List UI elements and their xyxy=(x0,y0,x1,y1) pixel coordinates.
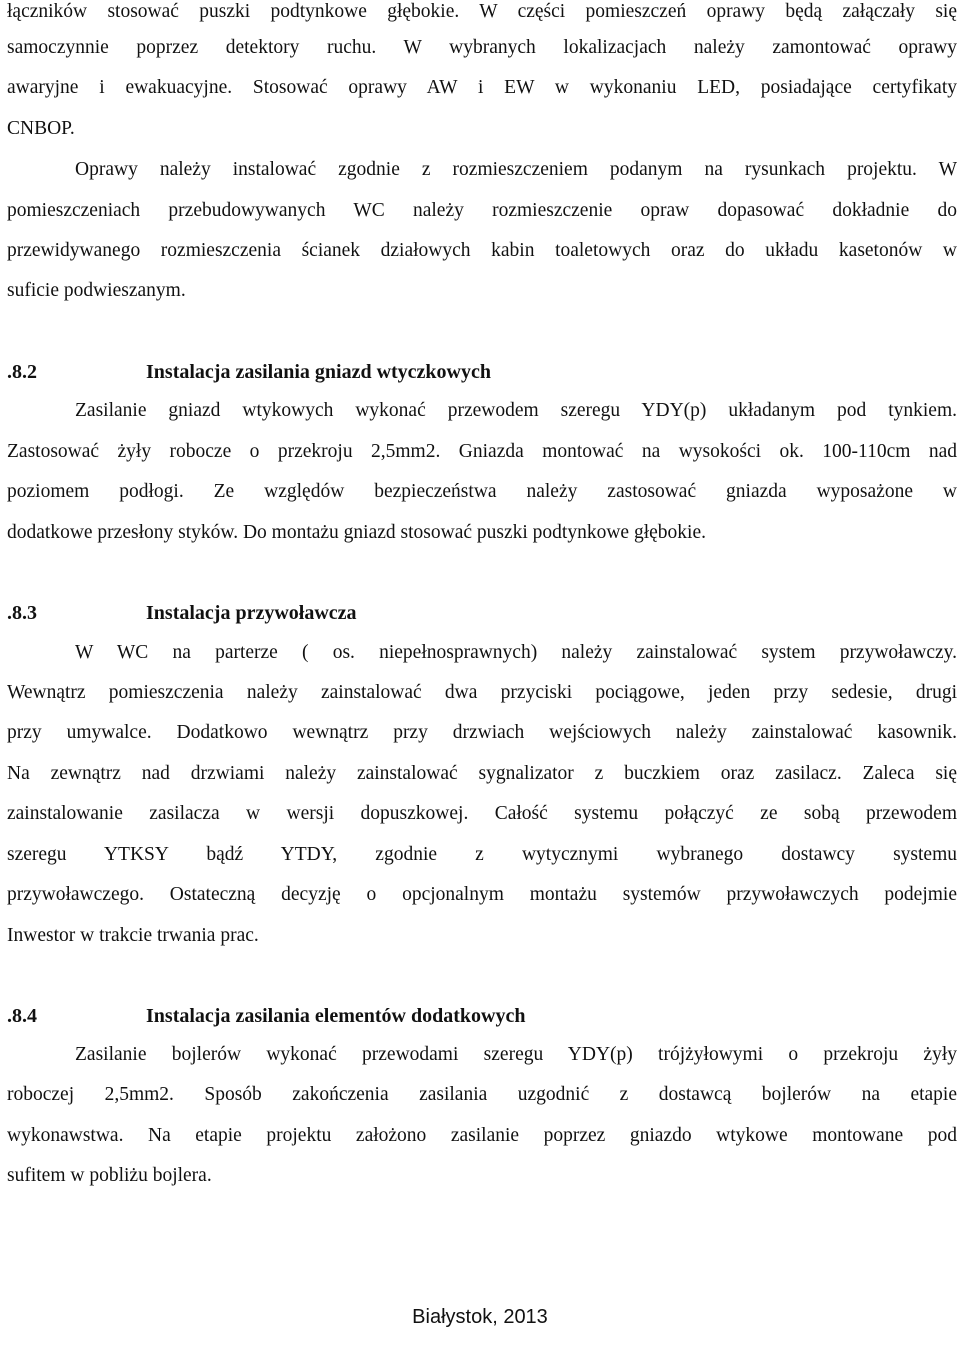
section-line: dodatkowe przesłony styków. Do montażu gniazd stosować puszki podtynkowe głębokie. xyxy=(7,522,706,543)
section-heading xyxy=(7,601,357,625)
section-line: Inwestor w trakcie trwania prac. xyxy=(7,925,259,946)
section-line: zainstalowanie zasilacza w wersji dopuszkowej. Całość systemu połączyć ze sobą przewodem xyxy=(7,803,957,824)
intro-line: suficie podwieszanym. xyxy=(7,280,186,301)
section-number: .8.4 xyxy=(7,1005,37,1027)
section-line: Na zewnątrz nad drzwiami należy zainstalować sygnalizator z buczkiem oraz zasilacz. Zaleca się xyxy=(7,763,957,784)
section-number: .8.2 xyxy=(7,361,37,383)
section-title: Instalacja przywoławcza xyxy=(146,602,357,624)
section-line: roboczej 2,5mm2. Sposób zakończenia zasilania uzgodnić z dostawcą bojlerów na etapie xyxy=(7,1084,957,1105)
intro-line: łączników stosować puszki podtynkowe głębokie. W części pomieszczeń oprawy będą załączały się xyxy=(7,1,957,22)
section-line: Zasilanie gniazd wtykowych wykonać przewodem szeregu YDY(p) układanym pod tynkiem. xyxy=(75,400,957,421)
intro-line: pomieszczeniach przebudowywanych WC należy rozmieszczenie opraw dopasować dokładnie do xyxy=(7,200,957,221)
intro-line: samoczynnie poprzez detektory ruchu. W wybranych lokalizacjach należy zamontować oprawy xyxy=(7,37,957,58)
section-line: poziomem podłogi. Ze względów bezpieczeństwa należy zastosować gniazda wyposażone w xyxy=(7,481,957,502)
section-heading xyxy=(7,1004,525,1028)
section-line: wykonawstwa. Na etapie projektu założono zasilanie poprzez gniazdo wtykowe montowane pod xyxy=(7,1125,957,1146)
intro-line: awaryjne i ewakuacyjne. Stosować oprawy AW i EW w wykonaniu LED, posiadające certyfikaty xyxy=(7,77,957,98)
section-title: Instalacja zasilania elementów dodatkowych xyxy=(146,1005,526,1027)
page-footer: Białystok, 2013 xyxy=(412,1306,548,1328)
section-heading xyxy=(7,360,491,384)
intro-line: przewidywanego rozmieszczenia ścianek działowych kabin toaletowych oraz do układu kasetonów w xyxy=(7,240,957,261)
intro-line: CNBOP. xyxy=(7,118,75,139)
section-line: szeregu YTKSY bądź YTDY, zgodnie z wytycznymi wybranego dostawcy systemu xyxy=(7,844,957,865)
section-line: Wewnątrz pomieszczenia należy zainstalować dwa przyciski pociągowe, jeden przy sedesie, drugi xyxy=(7,682,957,703)
section-line: W WC na parterze ( os. niepełnosprawnych) należy zainstalować system przywoławczy. xyxy=(75,642,957,663)
section-title: Instalacja zasilania gniazd wtyczkowych xyxy=(146,361,491,383)
section-line: przywoławczego. Ostateczną decyzję o opcjonalnym montażu systemów przywoławczych podejmie xyxy=(7,884,957,905)
section-number: .8.3 xyxy=(7,602,37,624)
section-line: Zasilanie bojlerów wykonać przewodami szeregu YDY(p) trójżyłowymi o przekroju żyły xyxy=(75,1044,957,1065)
intro-line: Oprawy należy instalować zgodnie z rozmieszczeniem podanym na rysunkach projektu. W xyxy=(75,159,957,180)
section-line: Zastosować żyły robocze o przekroju 2,5mm2. Gniazda montować na wysokości ok. 100-110cm nad xyxy=(7,441,957,462)
section-line: sufitem w pobliżu bojlera. xyxy=(7,1165,212,1186)
section-line: przy umywalce. Dodatkowo wewnątrz przy drzwiach wejściowych należy zainstalować kasownik. xyxy=(7,722,957,743)
